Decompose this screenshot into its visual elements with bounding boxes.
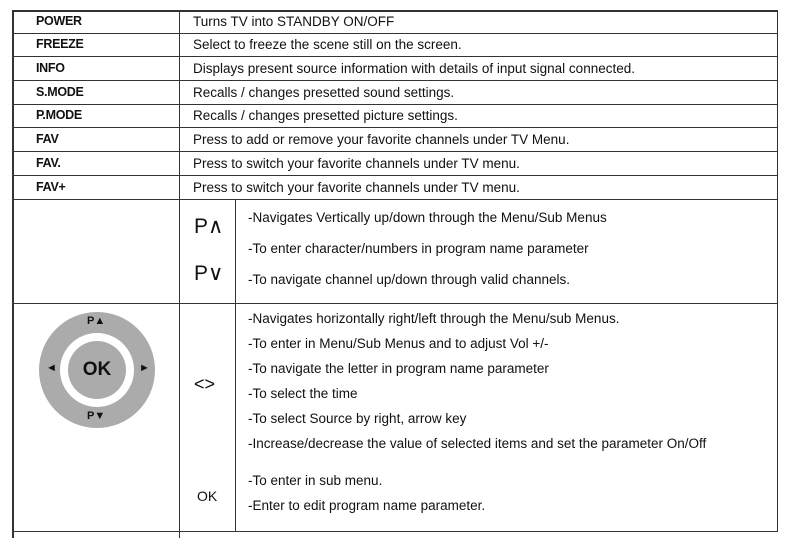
p-line: -To enter character/numbers in program name parameter bbox=[248, 241, 589, 256]
arrows-line: -Increase/decrease the value of selected items and set the parameter On/Off bbox=[248, 436, 707, 451]
table-border-top bbox=[12, 10, 778, 12]
arrows-line: -To navigate the letter in program name parameter bbox=[248, 361, 549, 376]
p-line: -Navigates Vertically up/down through the Menu/Sub Menus bbox=[248, 210, 607, 225]
key-pmode: P.MODE bbox=[36, 108, 82, 122]
desc-power: Turns TV into STANDBY ON/OFF bbox=[193, 14, 395, 29]
key-fav: FAV bbox=[36, 132, 59, 146]
desc-fav-plus: Press to switch your favorite channels under TV menu. bbox=[193, 180, 520, 195]
key-fav-plus: FAV+ bbox=[36, 180, 66, 194]
arrows-symbol: <> bbox=[194, 374, 216, 394]
key-fav-dot: FAV. bbox=[36, 156, 61, 170]
arrows-line: -To select Source by right, arrow key bbox=[248, 411, 467, 426]
desc-pmode: Recalls / changes presetted picture settings. bbox=[193, 108, 458, 123]
p-line: -To navigate channel up/down through valid channels. bbox=[248, 272, 570, 287]
ok-line: -Enter to edit program name parameter. bbox=[248, 498, 486, 513]
dpad-left-arrow-icon: ◄ bbox=[46, 362, 57, 374]
p-down-symbol: P∨ bbox=[194, 262, 224, 285]
key-info: INFO bbox=[36, 61, 65, 75]
dpad-up-label: P▲ bbox=[87, 315, 106, 327]
row-divider bbox=[12, 199, 778, 200]
ok-symbol: OK bbox=[197, 488, 218, 504]
table-border-left bbox=[12, 10, 14, 538]
table-border-right bbox=[777, 10, 778, 531]
inner-column-divider bbox=[235, 199, 236, 531]
dpad-right-arrow-icon: ► bbox=[139, 362, 150, 374]
row-divider bbox=[12, 303, 778, 304]
desc-fav: Press to add or remove your favorite channels under TV Menu. bbox=[193, 132, 570, 147]
key-smode: S.MODE bbox=[36, 85, 84, 99]
p-up-symbol: P∧ bbox=[194, 215, 224, 238]
desc-freeze: Select to freeze the scene still on the screen. bbox=[193, 37, 462, 52]
ok-line: -To enter in sub menu. bbox=[248, 473, 383, 488]
arrows-line: -To enter in Menu/Sub Menus and to adjust Vol +/- bbox=[248, 336, 549, 351]
key-freeze: FREEZE bbox=[36, 37, 84, 51]
desc-smode: Recalls / changes presetted sound settings. bbox=[193, 85, 455, 100]
desc-fav-dot: Press to switch your favorite channels under TV menu. bbox=[193, 156, 520, 171]
arrows-line: -To select the time bbox=[248, 386, 358, 401]
arrows-line: -Navigates horizontally right/left through the Menu/sub Menus. bbox=[248, 311, 620, 326]
key-power: POWER bbox=[36, 14, 82, 28]
row-divider bbox=[12, 531, 778, 532]
column-divider bbox=[179, 10, 180, 538]
desc-info: Displays present source information with details of input signal connected. bbox=[193, 61, 635, 76]
dpad-ok-label: OK bbox=[82, 359, 112, 380]
dpad-icon bbox=[39, 312, 155, 428]
dpad-down-label: P▼ bbox=[87, 410, 106, 422]
